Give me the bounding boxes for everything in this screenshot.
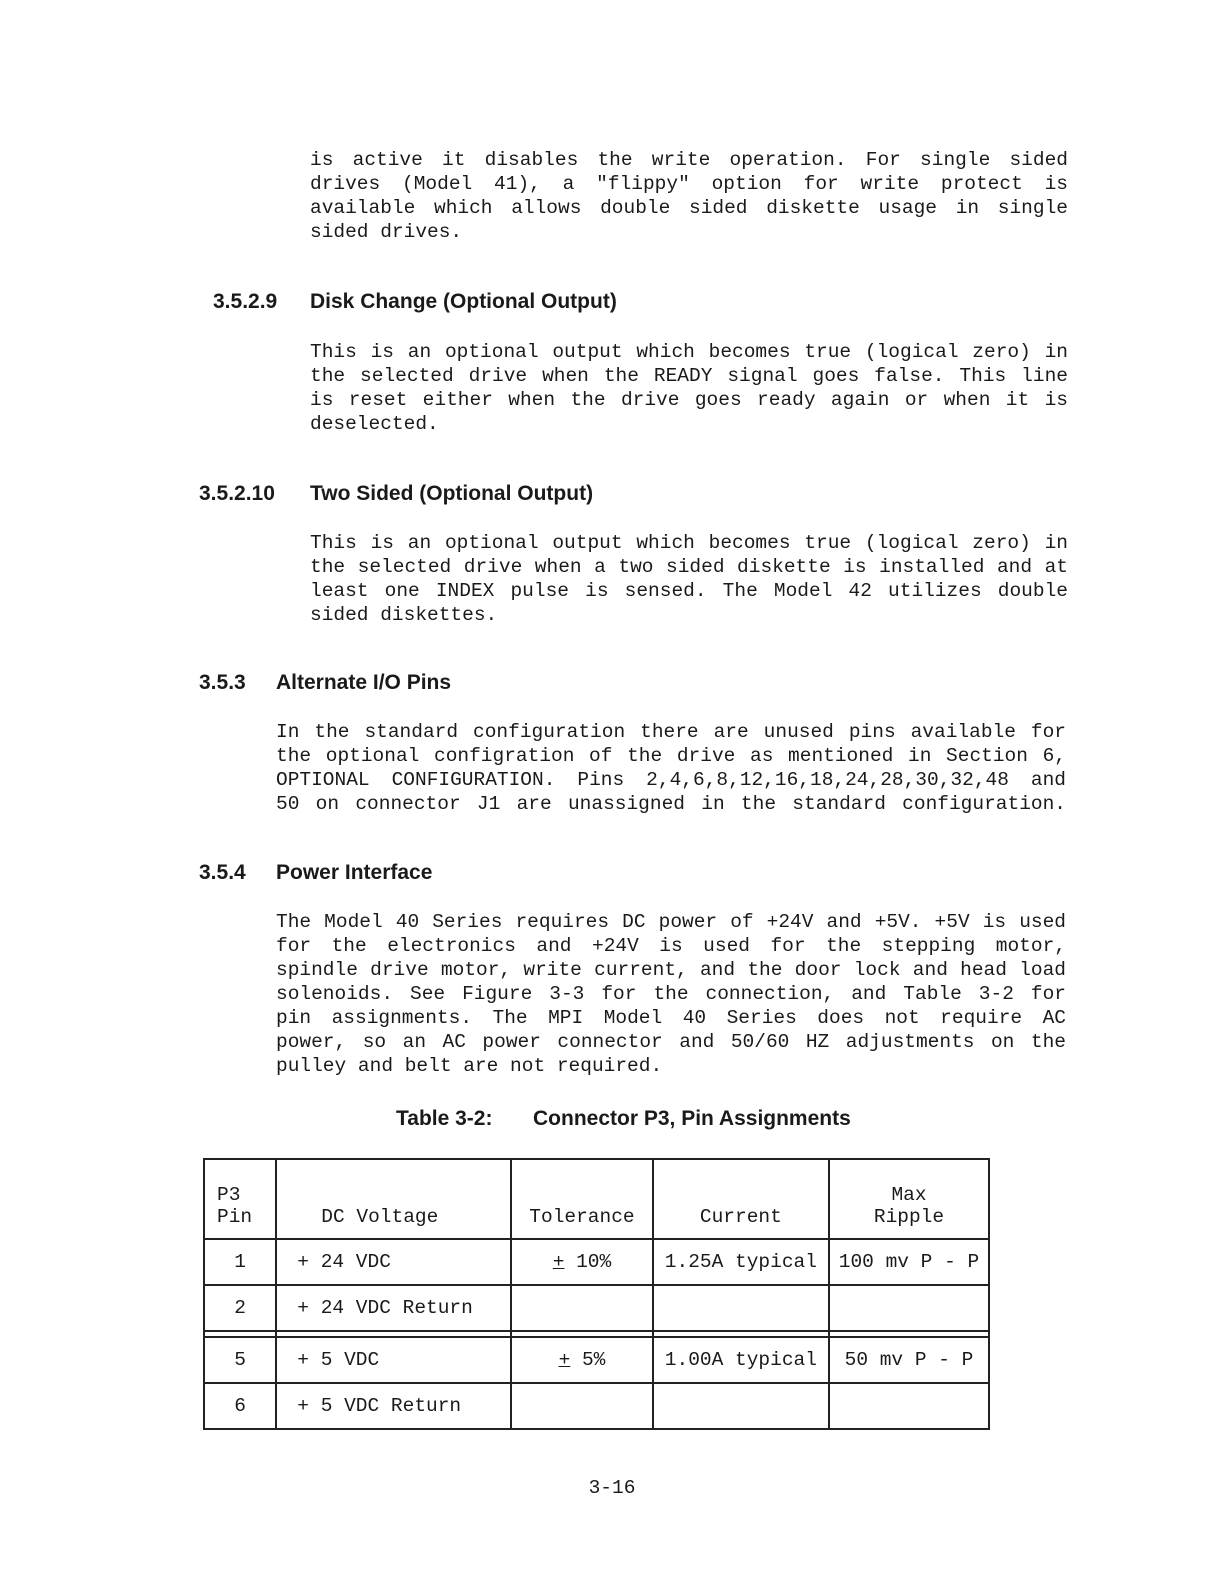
cell-tolerance: [511, 1239, 653, 1285]
section-title: Power Interface: [276, 861, 433, 884]
section-title: Alternate I/O Pins: [276, 671, 452, 694]
table-row: [204, 1285, 989, 1331]
section-paragraph-power-interface: [276, 910, 1066, 1078]
section-number: 3.5.3: [199, 671, 246, 694]
cell-ripple: 100 mv P - P: [829, 1239, 989, 1285]
header-tolerance: Tolerance: [511, 1159, 653, 1239]
paragraph-line: In the standard configuration there are unused pins available for: [276, 721, 1066, 743]
plus-minus-sign: +: [558, 1349, 571, 1371]
section-number: 3.5.2.9: [213, 290, 278, 313]
cell-pin: 1: [204, 1239, 276, 1285]
paragraph-line: the selected drive when a two sided diskette is installed and at: [310, 556, 1068, 578]
cell-ripple: [829, 1383, 989, 1429]
cell-tolerance: [511, 1337, 653, 1383]
section-paragraph-two-sided: [310, 531, 1068, 627]
header-ripple-line1: Max: [891, 1184, 927, 1206]
paragraph-line: least one INDEX pulse is sensed. The Model 42 utilizes double: [310, 580, 1068, 602]
paragraph-line: solenoids. See Figure 3-3 for the connection, and Table 3-2 for: [276, 983, 1066, 1005]
tolerance-value: 5%: [570, 1349, 606, 1371]
cell-pin: 6: [204, 1383, 276, 1429]
plus-minus-sign: +: [552, 1251, 565, 1273]
cell-pin: 2: [204, 1285, 276, 1331]
header-current: Current: [653, 1159, 829, 1239]
table-header-row: [204, 1159, 989, 1239]
tolerance-value: 10%: [564, 1251, 612, 1273]
cell-tolerance: [511, 1383, 653, 1429]
cell-current: [653, 1285, 829, 1331]
paragraph-line: deselected.: [310, 413, 439, 435]
section-heading-power-interface: [199, 860, 699, 886]
cell-voltage: + 5 VDC Return: [276, 1383, 511, 1429]
section-paragraph-alternate-io: [276, 720, 1066, 816]
paragraph-line: drives (Model 41), a "flippy" option for write protect is: [310, 173, 1068, 195]
paragraph-line: power, so an AC power connector and 50/60 HZ adjustments on the: [276, 1031, 1066, 1053]
header-dc-voltage: DC Voltage: [276, 1159, 511, 1239]
cell-pin: 5: [204, 1337, 276, 1383]
header-pin-line1: P3: [217, 1184, 241, 1206]
cell-current: 1.25A typical: [653, 1239, 829, 1285]
section-heading-alternate-io: [199, 670, 699, 696]
cell-voltage: + 24 VDC: [276, 1239, 511, 1285]
section-paragraph-disk-change: [310, 340, 1068, 436]
table-title: Connector P3, Pin Assignments: [533, 1107, 851, 1130]
paragraph-line: sided diskettes.: [310, 604, 498, 626]
paragraph-line: the selected drive when the READY signal goes false. This line: [310, 365, 1068, 387]
paragraph-line: This is an optional output which becomes true (logical zero) in: [310, 532, 1068, 554]
pin-assignment-table: [203, 1158, 990, 1430]
paragraph-line: spindle drive motor, write current, and the door lock and head load: [276, 959, 1066, 981]
page-number: 3-16: [588, 1477, 636, 1499]
paragraph-line: sided drives.: [310, 221, 463, 243]
paragraph-line: available which allows double sided diskette usage in single: [310, 197, 1068, 219]
paragraph-line: The Model 40 Series requires DC power of +24V and +5V. +5V is used: [276, 911, 1066, 933]
section-heading-two-sided: [199, 481, 799, 507]
table-caption: [396, 1107, 851, 1131]
table-row: [204, 1239, 989, 1285]
section-heading-disk-change: [213, 289, 813, 315]
section-number: 3.5.2.10: [199, 482, 275, 505]
paragraph-line: is reset either when the drive goes ready again or when it is: [310, 389, 1068, 411]
cell-current: 1.00A typical: [653, 1337, 829, 1383]
cell-tolerance: [511, 1285, 653, 1331]
header-max-ripple: [829, 1159, 989, 1239]
paragraph-line: the optional configration of the drive as mentioned in Section 6,: [276, 745, 1066, 767]
section-title: Two Sided (Optional Output): [310, 482, 594, 505]
paragraph-line: for the electronics and +24V is used for the stepping motor,: [276, 935, 1066, 957]
section-title: Disk Change (Optional Output): [310, 290, 617, 313]
table-label: Table 3-2:: [396, 1107, 493, 1130]
paragraph-line: 50 on connector J1 are unassigned in the standard configuration.: [276, 793, 1066, 815]
paragraph-line: is active it disables the write operation. For single sided: [310, 149, 1068, 171]
cell-voltage: + 24 VDC Return: [276, 1285, 511, 1331]
header-pin: [204, 1159, 276, 1239]
cell-ripple: 50 mv P - P: [829, 1337, 989, 1383]
header-ripple-line2: Ripple: [873, 1206, 945, 1228]
header-pin-line2: Pin: [217, 1206, 253, 1228]
paragraph-line: pin assignments. The MPI Model 40 Series does not require AC: [276, 1007, 1066, 1029]
cell-voltage: + 5 VDC: [276, 1337, 511, 1383]
table-row: [204, 1337, 989, 1383]
paragraph-line: OPTIONAL CONFIGURATION. Pins 2,4,6,8,12,16,18,24,28,30,32,48 and: [276, 769, 1066, 791]
intro-paragraph: [310, 148, 1068, 244]
cell-current: [653, 1383, 829, 1429]
paragraph-line: pulley and belt are not required.: [276, 1055, 663, 1077]
section-number: 3.5.4: [199, 861, 246, 884]
cell-ripple: [829, 1285, 989, 1331]
table-row: [204, 1383, 989, 1429]
paragraph-line: This is an optional output which becomes true (logical zero) in: [310, 341, 1068, 363]
